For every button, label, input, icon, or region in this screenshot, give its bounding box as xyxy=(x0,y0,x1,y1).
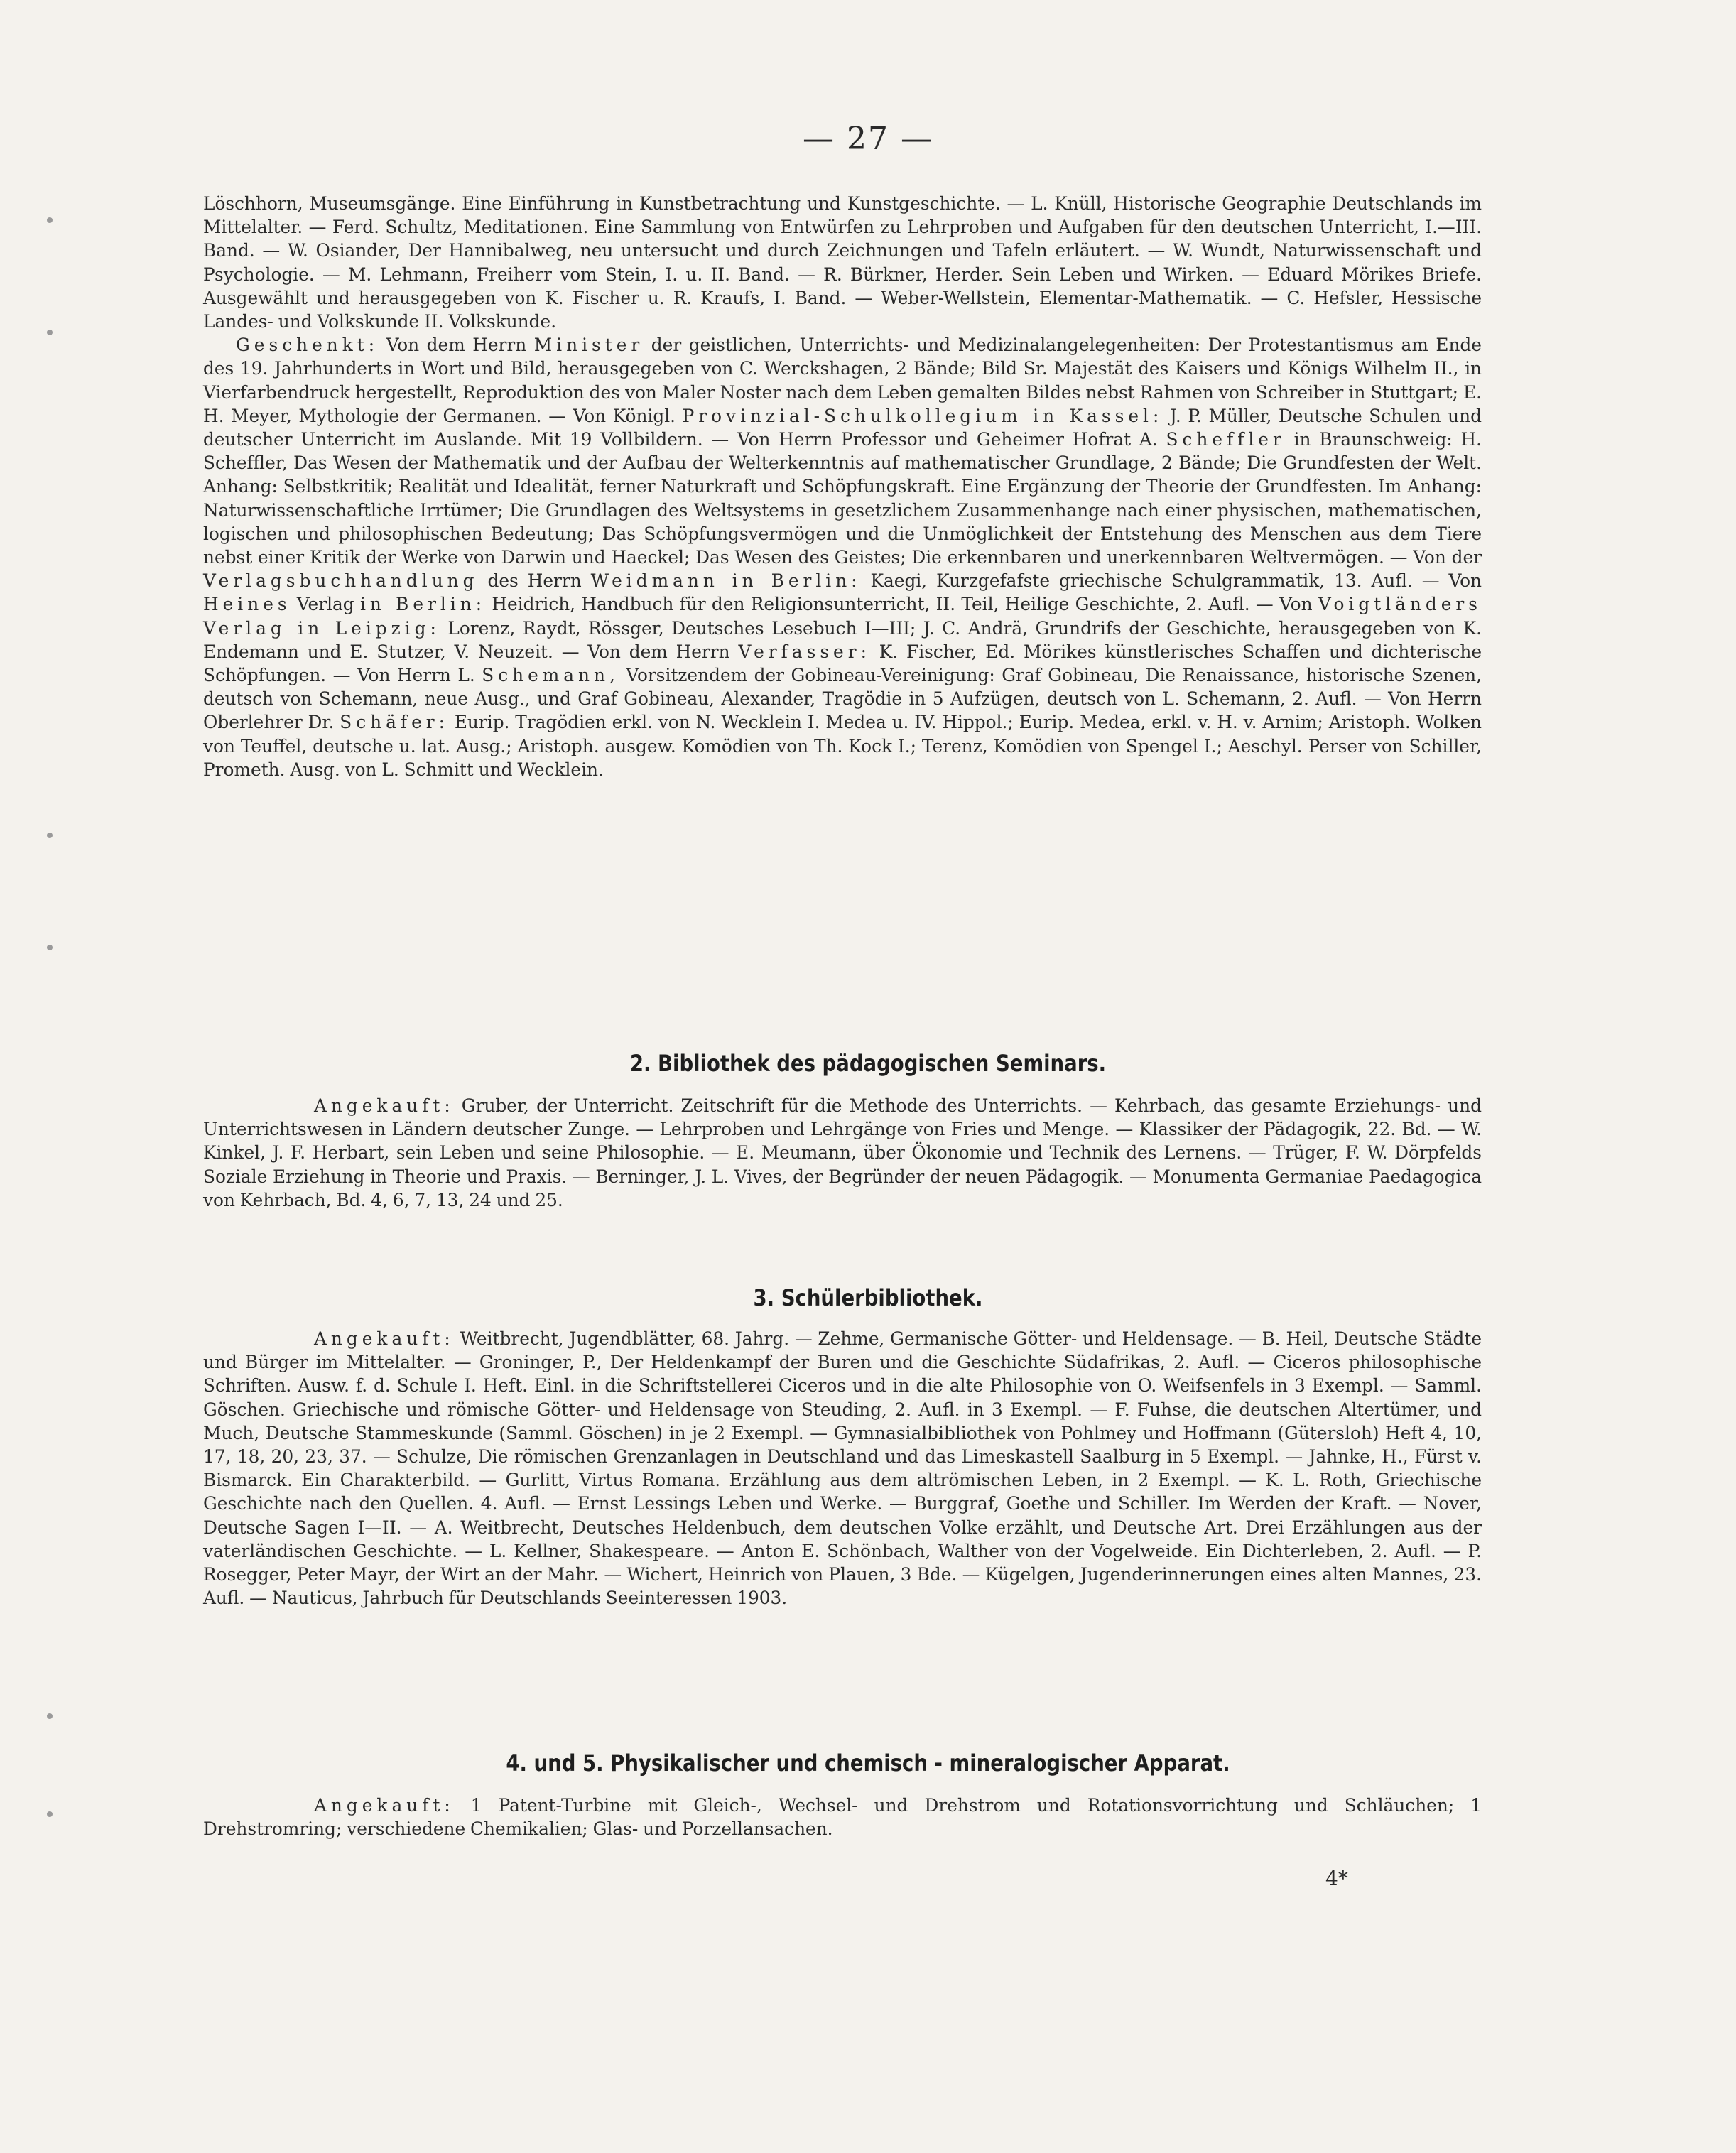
text-run: Weitbrecht, Jugendblätter, 68. Jahrg. — Zehme, Germanische Götter- und Heldensage. — B. Heil, Deutsche Städte und Bürger im Mittelalter. — Groninger, P., Der Heldenkampf der Buren und die Geschichte Südafrikas, 2. Aufl. — Ciceros philosophische Schriften. Ausw. f. d. Schule I. Heft. Einl. in die Schriftstellerei Ciceros und in die alte Philosophie von O. Weifsenfels in 3 Exempl. — Samml. Göschen. Griechische und römische Götter- und Heldensage von Steuding, 2. Aufl. in 3 Exempl. — F. Fuhse, die deutschen Altertümer, und Much, Deutsche Stammeskunde (Samml. Göschen) in je 2 Exempl. — Gymnasialbibliothek von Pohlmey und Hoffmann (Gütersloh) Heft 4, 10, 17, 18, 20, 23, 37. — Schulze, Die römischen Grenzanlagen in Deutschland und das Limeskastell Saalburg in 5 Exempl. — Jahnke, H., Fürst v. Bismarck. Ein Charakterbild. — Gurlitt, Virtus Romana. Erzählung aus dem altrömischen Leben, in 2 Exempl. — K. L. Roth, Griechische Geschichte nach den Quellen. 4. Aufl. — Ernst Lessings Leben und Werke. — Burggraf, Goethe und Schiller. Im Werden der Kraft. — Nover, Deutsche Sagen I—II. — A. Weitbrecht, Deutsches Heldenbuch, dem deutschen Volke erzählt, und Deutsche Art. Drei Erzählungen aus der vaterländischen Geschichte. — L. Kellner, Shakespeare. — Anton E. Schönbach, Walther von der Vogelweide. Ein Dichterleben, 2. Aufl. — P. Rosegger, Peter Mayr, der Wirt an der Mahr. — Wichert, Heinrich von Plauen, 3 Bde. — Kügelgen, Jugenderinnerungen eines alten Mannes, 23. Aufl. — Nauticus, Jahrbuch für Deutschlands Seeinteressen 1903. xyxy=(203,1328,1482,1609)
text-run: 1 Patent-Turbine mit Gleich-, Wechsel- und Drehstrom und Rotationsvorrichtung und Schläuchen; 1 Drehstromring; verschiedene Chemikalien; Glas- und Porzellansachen. xyxy=(203,1795,1482,1840)
margin-dot xyxy=(47,330,53,335)
apparatus-paragraph xyxy=(203,1794,1482,1840)
section-heading-seminar-library: 2. Bibliothek des pädagogischen Seminars. xyxy=(629,1050,1107,1077)
text-run: Eurip. Tragödien erkl. von N. Wecklein I. Medea u. IV. Hippol.; Eurip. Medea, erkl. v. H. v. Arnim; Aristoph. Wolken von Teuffel, deutsche u. lat. Ausg.; Aristoph. ausgew. Komödien von Th. Kock I.; Terenz, Komödien von Spengel I.; Aeschyl. Perser von Schiller, Prometh. Ausg. von L. Schmitt und Wecklein. xyxy=(203,712,1482,780)
geschenkt-label: Geschenkt: xyxy=(236,335,379,356)
provinzial-label: Provinzial-Schulkollegium in Kassel: xyxy=(682,405,1163,426)
angekauft-label: Angekauft: xyxy=(314,1795,455,1816)
section-heading-physics-chemistry-apparatus: 4. und 5. Physikalischer und chemisch - mineralogischer Apparat. xyxy=(506,1750,1230,1777)
donations-paragraph xyxy=(203,333,1482,781)
text-run: J. P. Müller, Deutsche Schulen und deutscher Unterricht im Auslande. Mit 19 Vollbildern. — Von Herrn Professor und Geheimer Hofrat A. xyxy=(203,405,1482,450)
text-run: Verlag xyxy=(291,594,360,615)
student-library-paragraph xyxy=(203,1327,1482,1610)
in-berlin-label: in Berlin: xyxy=(359,594,487,615)
margin-dot xyxy=(47,1811,53,1817)
apparatus-block xyxy=(203,1794,1482,1840)
angekauft-label: Angekauft: xyxy=(314,1328,455,1349)
verlagsbuchhandlung-label: Verlagsbuchhandlung xyxy=(203,570,479,592)
text-run: Heidrich, Handbuch für den Religionsunterricht, II. Teil, Heilige Geschichte, 2. Aufl. — Von xyxy=(486,594,1318,615)
student-library-block xyxy=(203,1327,1482,1610)
text-run: Von dem Herrn xyxy=(379,335,534,356)
seminar-library-block xyxy=(203,1094,1482,1212)
acquisitions-paragraph: Löschhorn, Museumsgänge. Eine Einführung in Kunstbetrachtung und Kunstgeschichte. — L. Knüll, Historische Geographie Deutschlands im Mittelalter. — Ferd. Schultz, Meditationen. Eine Sammlung von Entwürfen zu Lehrproben und Aufgaben für den deutschen Unterricht, I.—III. Band. — W. Osiander, Der Hannibalweg, neu untersucht und durch Zeichnungen und Tafeln erläutert. — W. Wundt, Naturwissenschaft und Psychologie. — M. Lehmann, Freiherr vom Stein, I. u. II. Band. — R. Bürkner, Herder. Sein Leben und Wirken. — Eduard Mörikes Briefe. Ausgewählt und herausgegeben von K. Fischer u. R. Kraufs, I. Band. — Weber-Wellstein, Elementar-Mathematik. — C. Hefsler, Hessische Landes- und Volkskunde II. Volkskunde. xyxy=(203,193,1482,332)
text-run: Kaegi, Kurzgefafste griechische Schulgrammatik, 13. Aufl. — Von xyxy=(861,570,1482,592)
weidmann-label: Weidmann in Berlin: xyxy=(590,570,862,592)
sheet-signature: 4* xyxy=(1325,1867,1348,1890)
heines-label: Heines xyxy=(203,594,291,615)
angekauft-label: Angekauft: xyxy=(314,1095,455,1116)
text-run: des Herrn xyxy=(478,570,591,592)
section-heading-student-library: 3. Schülerbibliothek. xyxy=(753,1284,983,1311)
margin-dot xyxy=(47,217,53,223)
margin-dot xyxy=(47,945,53,950)
verfasser-label: Verfasser: xyxy=(738,641,871,662)
text-run: K. Fischer, Ed. Mörikes künstlerisches Schaffen und dichterische Schöpfungen. — Von Herrn L. xyxy=(203,641,1482,686)
minister-label: Minister xyxy=(533,335,644,356)
text-run: in Braunschweig: H. Scheffler, Das Wesen der Mathematik und der Aufbau der Welterkenntnis auf mathematischer Grundlage, 2 Bände; Die Grundfesten der Welt. Anhang: Selbstkritik; Realität und Idealität, ferner Naturkraft und Schöpfungskraft. Eine Ergänzung der Theorie der Grundfesten. Im Anhang: Naturwissenschaftliche Irrtümer; Die Grundlagen des Weltsystems in gesetzlichem Zusammenhange nach einer physischen, mathematischen, logischen und philosophischen Bedeutung; Das Schöpfungsvermögen und die Unmöglichkeit der Entstehung des Menschen aus dem Tiere nebst einer Kritik der Werke von Darwin und Haeckel; Das Wesen des Geistes; Die erkennbaren und unerkennbaren Weltvermögen. — Von der xyxy=(203,429,1482,568)
library-acquisitions-block xyxy=(203,192,1482,781)
text-run: Vorsitzendem der Gobineau-Vereinigung: Graf Gobineau, Die Renaissance, historische Szenen, deutsch von Schemann, neue Ausg., und Graf Gobineau, Alexander, Tragödie in 5 Aufzügen, deutsch von L. Schemann, 2. Aufl. — Von Herrn Oberlehrer Dr. xyxy=(203,665,1482,733)
seminar-library-paragraph xyxy=(203,1094,1482,1212)
voigtlaenders-label: Voigtländers Verlag in Leipzig: xyxy=(203,594,1482,639)
text-run: Gruber, der Unterricht. Zeitschrift für die Methode des Unterrichts. — Kehrbach, das gesamte Erziehungs- und Unterrichtswesen in Ländern deutscher Zunge. — Lehrproben und Lehrgänge von Fries und Menge. — Klassiker der Pädagogik, 22. Bd. — W. Kinkel, J. F. Herbart, sein Leben und seine Philosophie. — E. Meumann, über Ökonomie und Technik des Lernens. — Trüger, F. W. Dörpfelds Soziale Erziehung in Theorie und Praxis. — Berninger, J. L. Vives, der Begründer der neuen Pädagogik. — Monumenta Germaniae Paedagogica von Kehrbach, Bd. 4, 6, 7, 13, 24 und 25. xyxy=(203,1095,1482,1210)
schaefer-label: Schäfer: xyxy=(340,712,449,733)
margin-dot xyxy=(47,1713,53,1719)
schemann-label: Schemann, xyxy=(482,665,619,686)
scheffler-label: Scheffler xyxy=(1166,429,1286,450)
page-number: — 27 — xyxy=(803,121,933,157)
margin-dot xyxy=(47,833,53,838)
text-run: der geistlichen, Unterrichts- und Medizinalangelegenheiten: Der Protestantismus am Ende des 19. Jahrhunderts in Wort und Bild, herausgegeben von C. Werckshagen, 2 Bände; Bild Sr. Majestät des Kaisers und Königs Wilhelm II., in Vierfarbendruck hergestellt, Reproduktion des von Maler Noster nach dem Leben gemalten Bildes nebst Rahmen von Schreiber in Stuttgart; E. H. Meyer, Mythologie der Germanen. — Von Königl. xyxy=(203,335,1482,426)
text-run: Lorenz, Raydt, Rössger, Deutsches Lesebuch I—III; J. C. Andrä, Grundrifs der Geschichte, herausgegeben von K. Endemann und E. Stutzer, V. Neuzeit. — Von dem Herrn xyxy=(203,617,1482,662)
